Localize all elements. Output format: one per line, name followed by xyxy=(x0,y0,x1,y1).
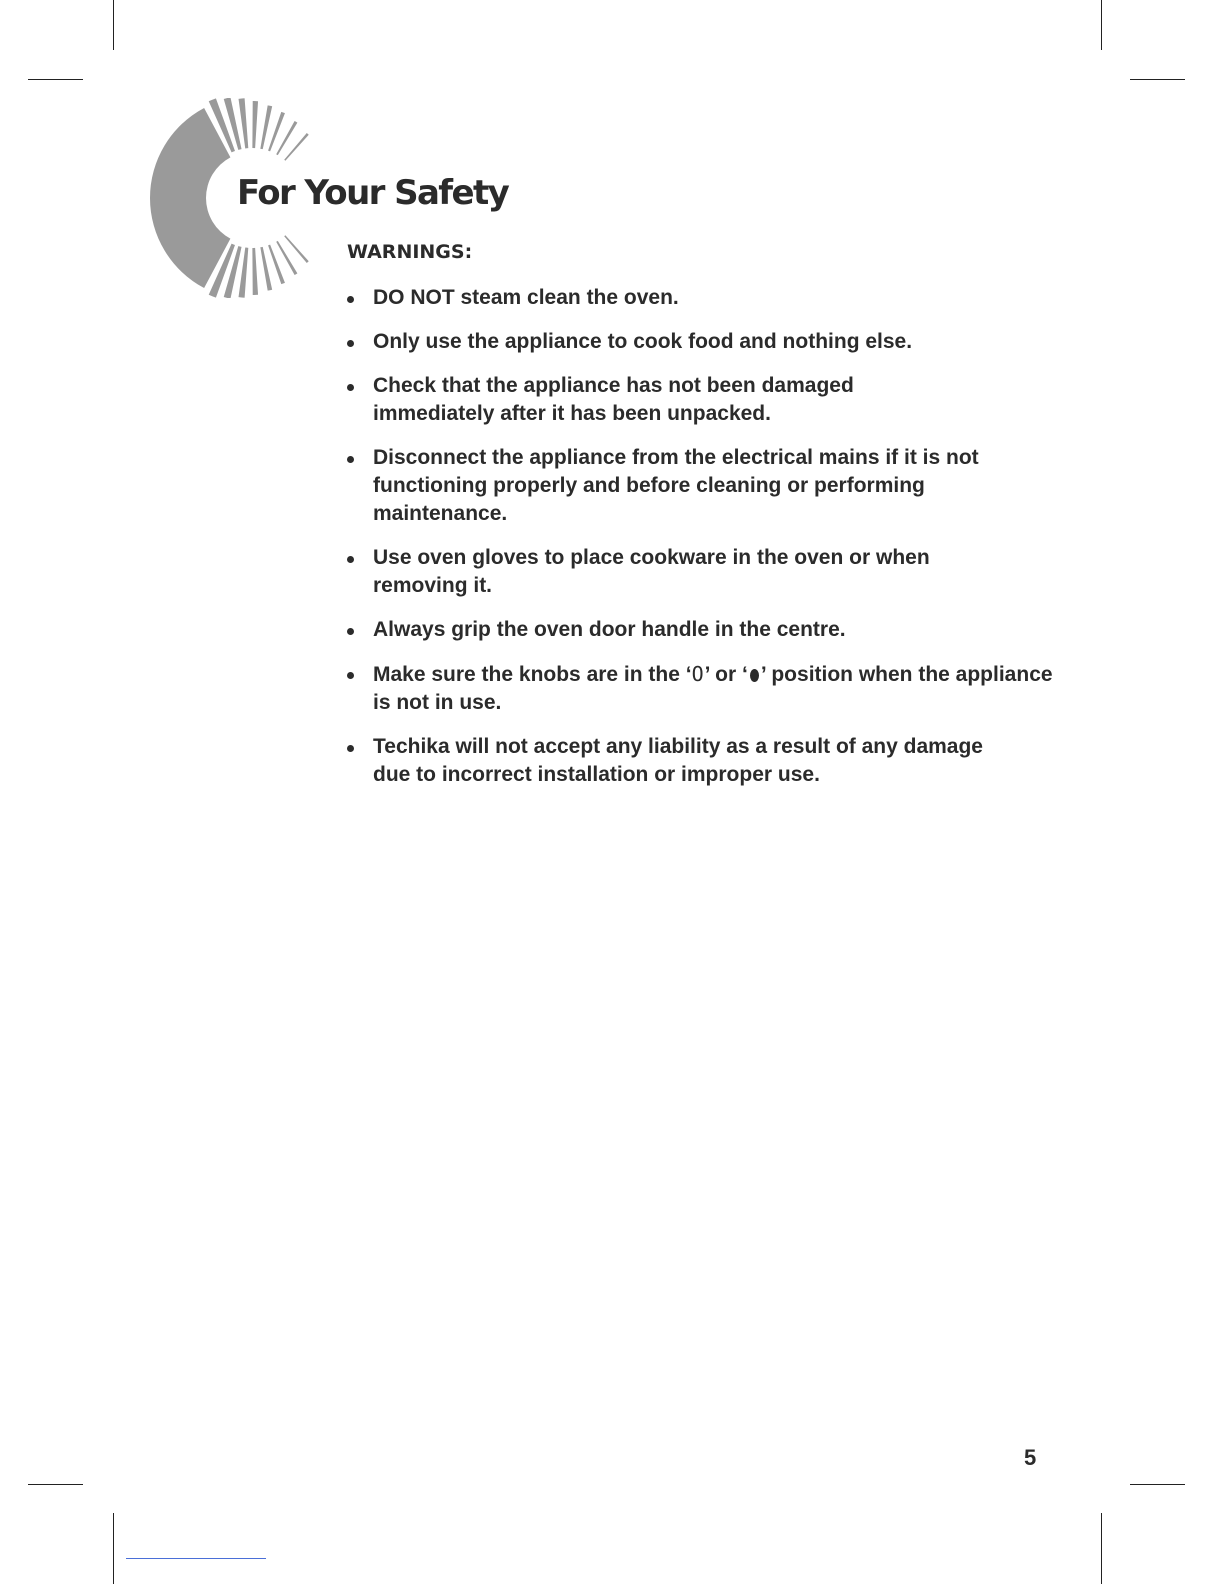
bullet-icon xyxy=(347,384,354,391)
crop-mark-bottom-left-horizontal xyxy=(28,1484,83,1485)
crop-mark-bottom-right-vertical xyxy=(1101,1513,1102,1584)
emblem-ray xyxy=(260,247,272,291)
emblem-ray xyxy=(239,98,249,148)
bullet-icon xyxy=(347,745,354,752)
emblem-ray xyxy=(260,105,272,149)
warning-item xyxy=(347,372,933,428)
filled-dot-icon xyxy=(750,669,759,682)
warnings-heading: WARNINGS: xyxy=(347,241,473,263)
knob-text-before: Make sure the knobs are in the ‘ xyxy=(373,663,692,686)
warning-item xyxy=(347,616,1047,644)
bullet-icon xyxy=(347,556,354,563)
warning-item-knobs xyxy=(347,660,1053,717)
crop-mark-bottom-left-vertical xyxy=(113,1513,114,1584)
bullet-icon xyxy=(347,456,354,463)
page-number: 5 xyxy=(1024,1445,1037,1470)
footer-link-underline xyxy=(126,1558,266,1559)
warnings-list xyxy=(347,284,1053,805)
warning-item xyxy=(347,444,1047,528)
emblem-ray xyxy=(252,248,258,295)
warning-item xyxy=(347,328,1047,356)
warning-text: Check that the appliance has not been damaged immediately after it has been unpacked. xyxy=(373,374,854,425)
warning-text: Always grip the oven door handle in the centre. xyxy=(373,618,846,641)
crop-mark-top-right-horizontal xyxy=(1130,79,1185,80)
warning-item xyxy=(347,284,1047,312)
bullet-icon xyxy=(347,296,354,303)
off-symbol: O xyxy=(691,662,705,686)
crop-mark-bottom-right-horizontal xyxy=(1130,1484,1185,1485)
crop-mark-top-left-vertical xyxy=(113,0,114,50)
emblem-ray xyxy=(224,246,242,298)
emblem-arc xyxy=(150,108,230,288)
crop-mark-top-left-horizontal xyxy=(28,79,83,80)
warning-item xyxy=(347,544,1023,600)
warning-text: Techika will not accept any liability as a result of any damage due to incorrect installation or improper use. xyxy=(373,735,983,786)
emblem-ray xyxy=(224,98,242,150)
warning-text: DO NOT steam clean the oven. xyxy=(373,286,679,309)
warning-item xyxy=(347,733,1013,789)
knob-text-middle: ’ or ‘ xyxy=(704,663,748,686)
bullet-icon xyxy=(347,340,354,347)
crop-mark-top-right-vertical xyxy=(1101,0,1102,50)
knob-text-after: ’ position when the appliance is not in use. xyxy=(373,663,1053,714)
warning-text: Disconnect the appliance from the electrical mains if it is not functioning properly and before cleaning or performing maintenance. xyxy=(373,446,979,525)
warning-text: Only use the appliance to cook food and nothing else. xyxy=(373,330,913,353)
bullet-icon xyxy=(347,628,354,635)
warning-text: Use oven gloves to place cookware in the oven or when removing it. xyxy=(373,546,930,597)
emblem-ray xyxy=(252,101,258,148)
page-title: For Your Safety xyxy=(237,173,509,213)
emblem-ray xyxy=(239,248,249,298)
bullet-icon xyxy=(347,672,354,679)
